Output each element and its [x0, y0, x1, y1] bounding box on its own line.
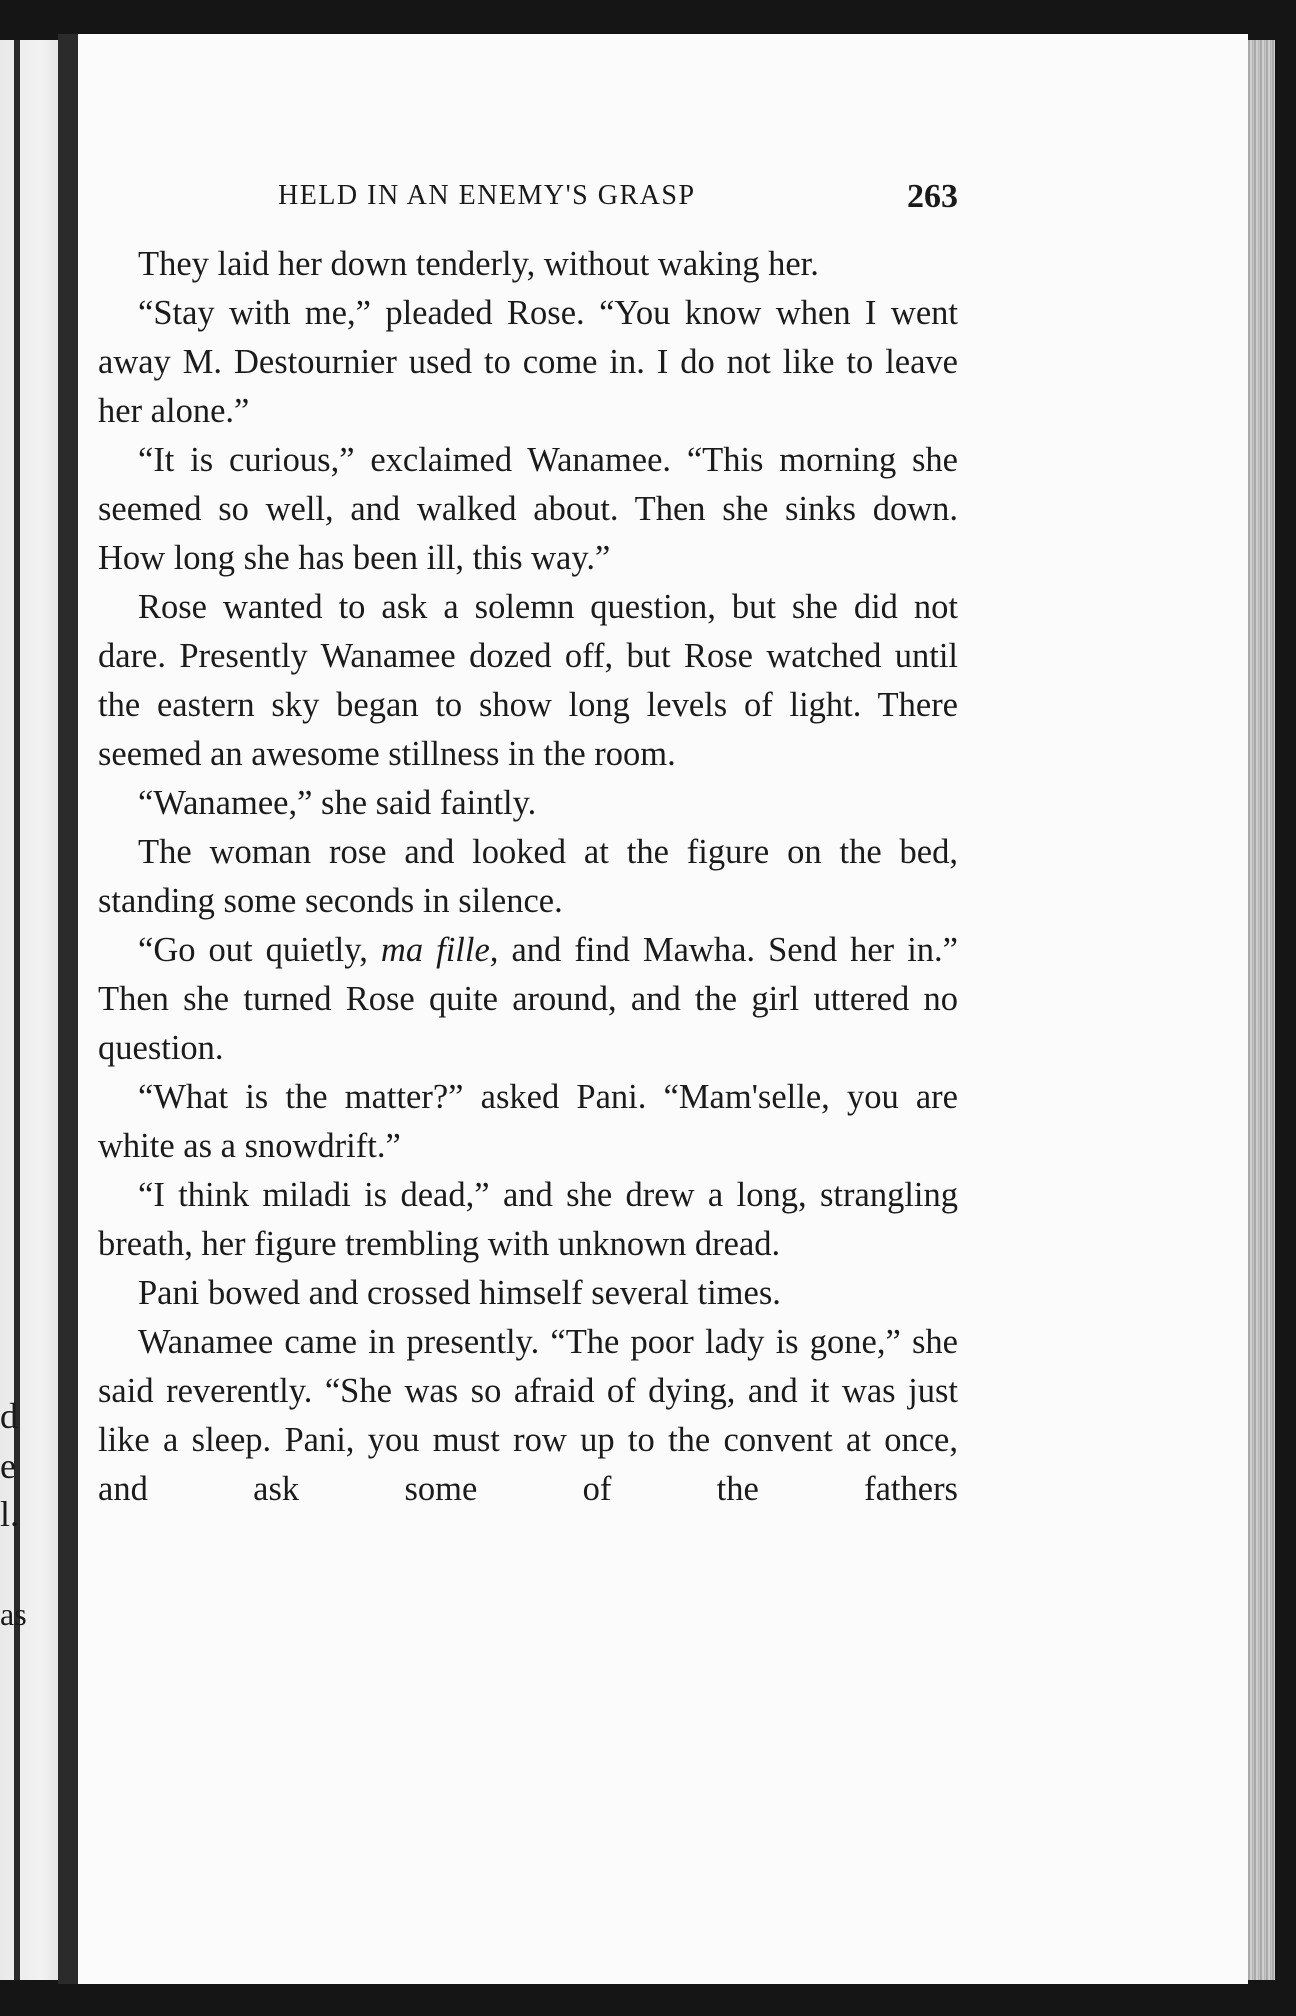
italic-phrase: ma fille, — [380, 931, 499, 969]
paragraph: “Wanamee,” she said faintly. — [138, 784, 537, 822]
paragraph: “Stay with me,” pleaded Rose. “You know when I went away M. Destournier used to come in. I do not like to leave her alone.” — [98, 294, 958, 430]
left-page-fragment: e — [0, 1446, 16, 1486]
left-page-gutter — [14, 40, 20, 1980]
page-header — [278, 180, 958, 230]
paragraph: “What is the matter?” asked Pani. “Mam'selle, you are white as a snowdrift.” — [98, 1078, 958, 1165]
paragraph: “It is curious,” exclaimed Wanamee. “This morning she seemed so well, and walked about. Then she sinks down. How long she has been ill, this way.” — [98, 441, 958, 577]
paragraph: They laid her down tenderly, without waking her. — [138, 245, 819, 283]
body-text — [98, 240, 958, 1514]
left-page-fragment: l. — [0, 1494, 20, 1534]
paragraph: The woman rose and looked at the figure on the bed, standing some seconds in silence. — [98, 833, 958, 920]
page-number: 263 — [907, 178, 958, 215]
paragraph: Rose wanted to ask a solemn question, but she did not dare. Presently Wanamee dozed off, but Rose watched until the eastern sky began to show long levels of light. There seemed an awesome stillness in the room. — [98, 588, 958, 773]
paragraph-text: and find Mawha. Send her in.” Then she turned Rose quite around, and the girl uttered no question. — [98, 931, 958, 1067]
paragraph — [98, 926, 958, 1073]
paragraph: Wanamee came in presently. “The poor lady is gone,” she said reverently. “She was so afraid of dying, and it was just like a sleep. Pani, you must row up to the convent at once, and ask some of the fathers — [98, 1323, 958, 1508]
running-head: HELD IN AN ENEMY'S GRASP — [278, 180, 696, 211]
left-page-fragment: d — [0, 1396, 18, 1436]
paragraph: “I think miladi is dead,” and she drew a long, strangling breath, her figure trembling with unknown dread. — [98, 1176, 958, 1263]
paragraph: Pani bowed and crossed himself several times. — [138, 1274, 781, 1312]
left-page-fragment: as — [0, 1596, 27, 1632]
paragraph-text: “Go out quietly, — [138, 931, 381, 969]
